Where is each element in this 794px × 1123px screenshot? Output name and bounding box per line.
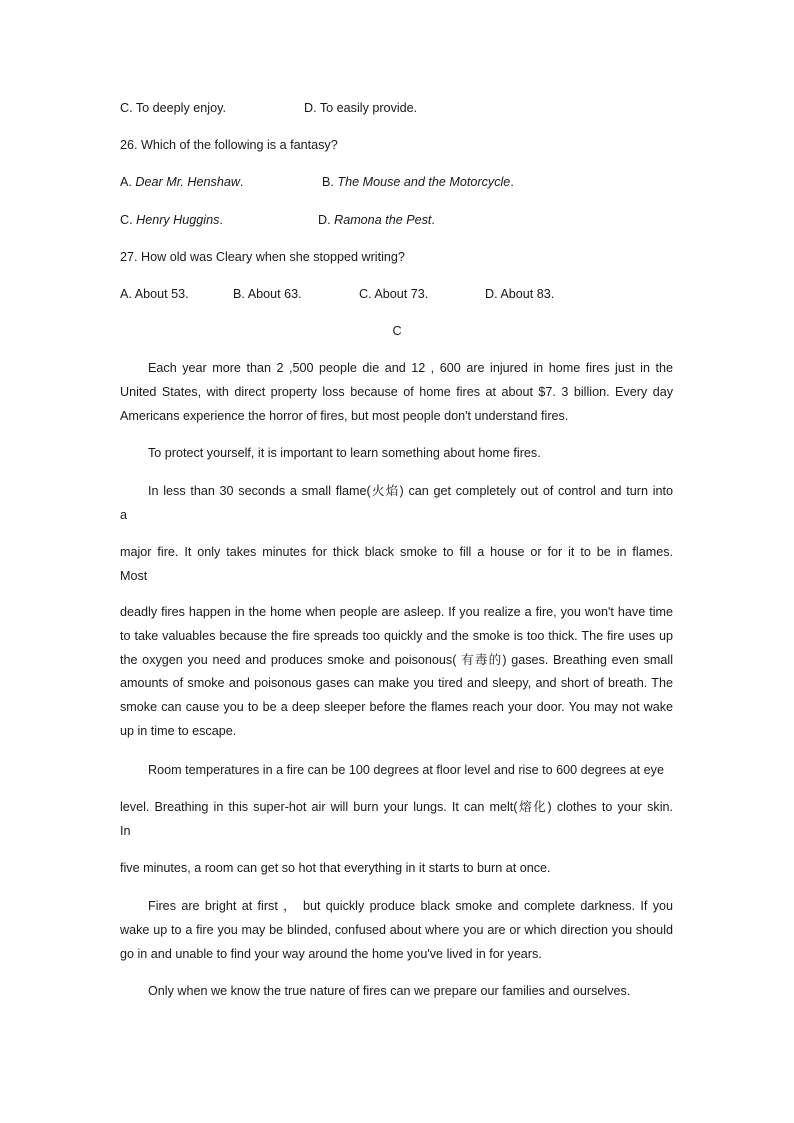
passage-paragraph-7-line-2: In: [120, 824, 131, 838]
section-label: C: [392, 324, 402, 338]
passage-paragraph-7-line-1: level. Breathing in this super-hot air will burn your lungs. It can melt(熔化) clothes to your skin.: [120, 800, 673, 814]
q27-option-d: D. About 83.: [485, 287, 555, 301]
q26-option-b-title: The Mouse and the Motorcycle: [337, 175, 511, 189]
passage-paragraph-4-line-1: major fire. It only takes minutes for thick black smoke to fill a house or for it to be in flames.: [120, 545, 673, 559]
q26-option-c-title: Henry Huggins: [136, 213, 220, 227]
passage-paragraph-5: deadly fires happen in the home when people are asleep. If you realize a fire, you won't have time to take valuables because the fire spreads too quickly and the smoke is too thick. The fire uses up the oxygen you need and produces smoke and poisonous( 有毒的) gases. Breathing even small amounts of smoke and poisonous gases can make you tired and sleepy, and short of breath. The smoke can cause you to be a deep sleeper before the flames reach your door. You may not wake up in time to escape.: [120, 605, 673, 738]
q26-option-a-title: Dear Mr. Henshaw: [135, 175, 240, 189]
passage-paragraph-8: five minutes, a room can get so hot that everything in it starts to burn at once.: [120, 861, 551, 875]
q26-option-a-letter: A.: [120, 175, 136, 189]
q26-option-c-letter: C.: [120, 213, 137, 227]
q26-option-c-suffix: .: [219, 213, 223, 227]
q27-option-c: C. About 73.: [359, 287, 429, 301]
q26-option-a-suffix: .: [239, 175, 244, 189]
q26-option-d-letter: D.: [318, 213, 335, 227]
q26-option-c: [120, 213, 223, 227]
q27-option-a: A. About 53.: [120, 287, 189, 301]
passage-paragraph-1: Each year more than 2 ,500 people die and 12 , 600 are injured in home fires just in the United States, with direct property loss because of home fires at about $7. 3 billion. Every day Americans experience the horror of fires, but most people don't understand fires.: [120, 361, 673, 423]
q25-option-d: D. To easily provide.: [304, 101, 418, 115]
passage-paragraph-6: Room temperatures in a fire can be 100 degrees at floor level and rise to 600 degrees at eye: [148, 763, 664, 777]
q27-question: 27. How old was Cleary when she stopped writing?: [120, 250, 405, 264]
q27-option-b: B. About 63.: [233, 287, 302, 301]
passage-paragraph-4-line-2: Most: [120, 569, 148, 583]
passage-paragraph-10: Only when we know the true nature of fires can we prepare our families and ourselves.: [148, 984, 631, 998]
q26-option-d-suffix: .: [431, 213, 435, 227]
q26-option-d-title: Ramona the Pest: [334, 213, 432, 227]
q26-option-b-suffix: .: [510, 175, 514, 189]
passage-paragraph-2: To protect yourself, it is important to learn something about home fires.: [148, 446, 541, 460]
q26-option-d: [318, 213, 435, 227]
q25-option-c: C. To deeply enjoy.: [120, 101, 226, 115]
q26-option-b-letter: B.: [322, 175, 338, 189]
q26-question: 26. Which of the following is a fantasy?: [120, 138, 338, 152]
q26-option-a: [120, 175, 243, 189]
q26-option-b: [322, 175, 514, 189]
passage-paragraph-3-line-1: In less than 30 seconds a small flame(火焰) can get completely out of control and turn into: [148, 484, 673, 498]
passage-paragraph-3-line-2: a: [120, 508, 128, 522]
passage-paragraph-9: Fires are bright at first ， but quickly produce black smoke and complete darkness. If you wake up to a fire you may be blinded, confused about where you are or which direction you should go in and unable to find your way around the home you've lived in for years.: [120, 899, 673, 961]
